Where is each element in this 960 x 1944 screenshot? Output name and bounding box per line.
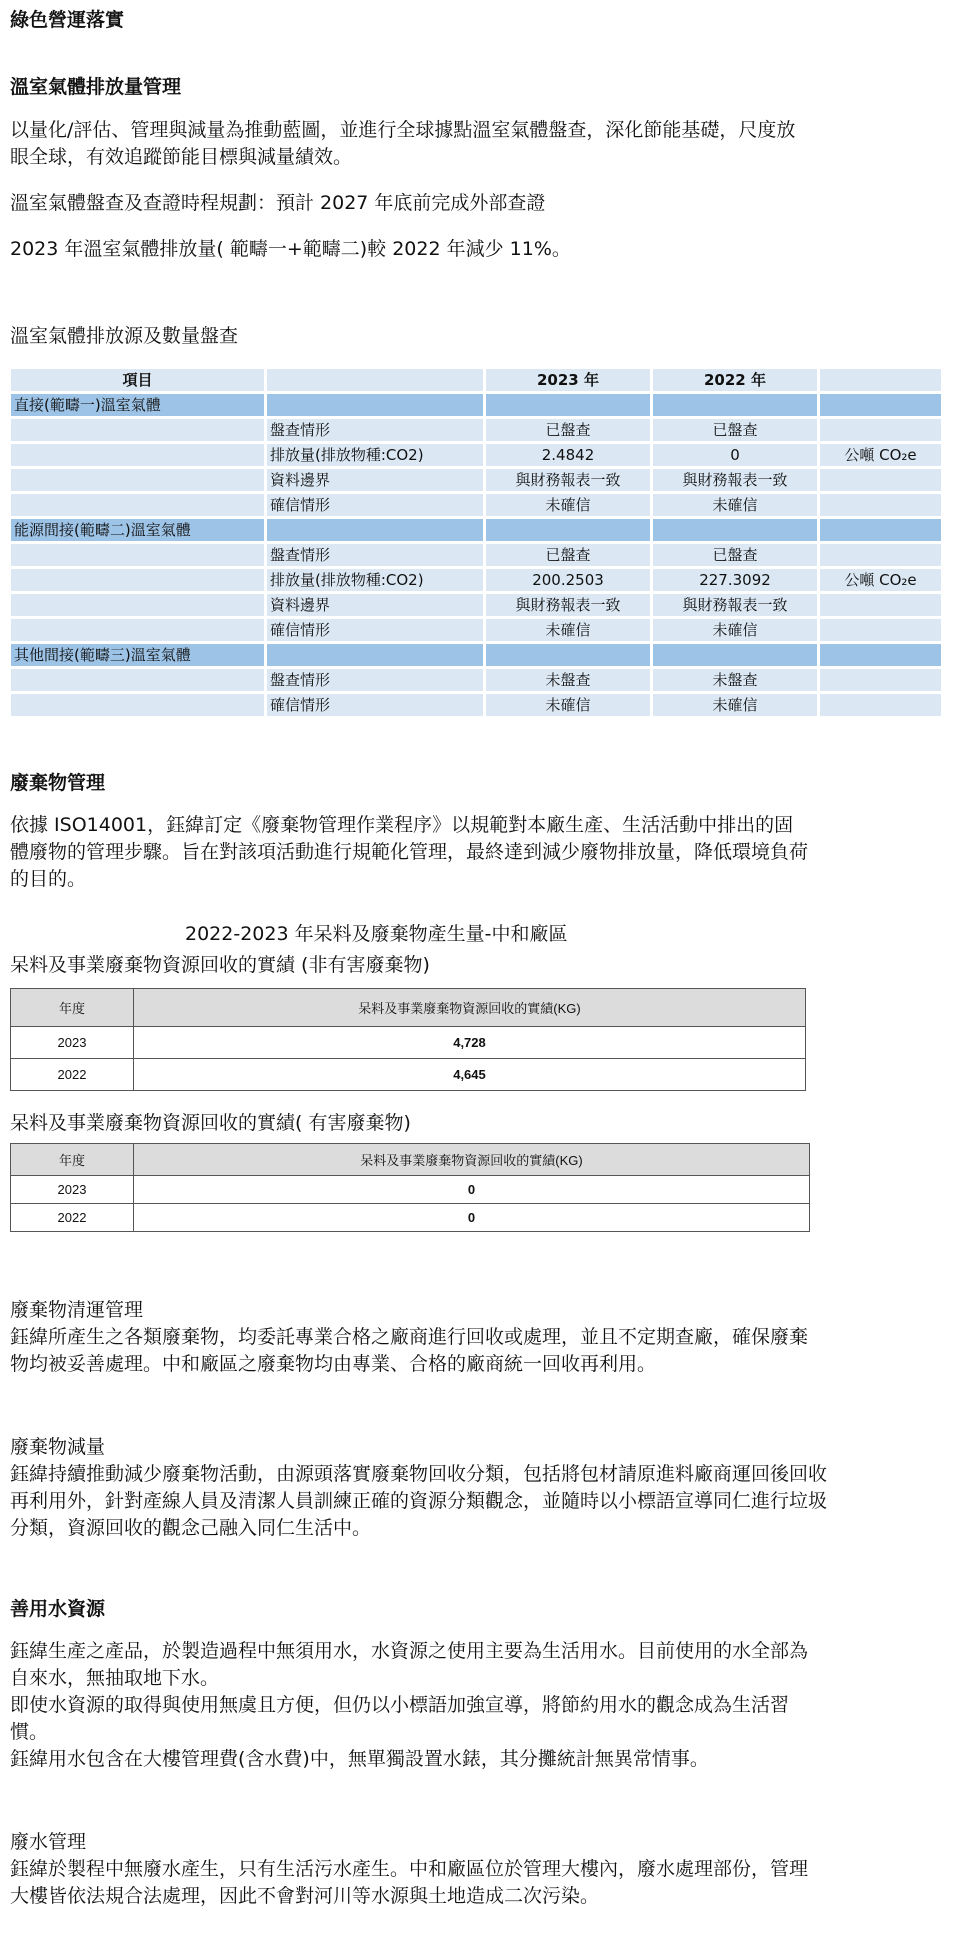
- row-label: 資料邊界: [267, 469, 483, 491]
- unit: 公噸 CO₂e: [820, 569, 941, 591]
- value-cell: 4,645: [134, 1059, 806, 1091]
- waste-paragraph: 依據 ISO14001，鈺緯訂定《廢棄物管理作業程序》以規範對本廠生產、生活活動中排出的固體廢物的管理步驟。旨在對該項活動進行規範化管理，最終達到減少廢物排放量，降低環境負荷的目的。: [10, 814, 809, 890]
- value-2022: 已盤查: [653, 544, 817, 566]
- waste-table2-title: 呆料及事業廢棄物資源回收的實績( 有害廢棄物): [10, 1112, 411, 1134]
- row-label: 確信情形: [267, 619, 483, 641]
- col-year: 年度: [11, 1144, 134, 1176]
- value-2023: 未確信: [486, 694, 650, 716]
- value-2022: 未確信: [653, 494, 817, 516]
- header-item: 項目: [11, 369, 264, 391]
- ghg-paragraph-2: 溫室氣體盤查及查證時程規劃：預計 2027 年底前完成外部查證: [10, 192, 546, 214]
- value-2023: 已盤查: [486, 419, 650, 441]
- wastewater-paragraph: 鈺緯於製程中無廢水產生，只有生活污水產生。中和廠區位於管理大樓內，廢水處理部份，管理大樓皆依法規合法處理，因此不會對河川等水源與土地造成二次污染。: [10, 1858, 809, 1907]
- year-cell: 2023: [11, 1176, 134, 1204]
- table-row: [11, 594, 941, 616]
- water-heading: 善用水資源: [10, 1598, 106, 1620]
- table-row: [11, 669, 941, 691]
- header-2022: 2022 年: [653, 369, 817, 391]
- unit: [820, 494, 941, 516]
- unit: [820, 544, 941, 566]
- section-name: 直接(範疇一)溫室氣體: [11, 394, 264, 416]
- water-paragraph-3: 鈺緯用水包含在大樓管理費(含水費)中，無單獨設置水錶，其分攤統計無異常情事。: [10, 1748, 709, 1770]
- value-2023: 與財務報表一致: [486, 594, 650, 616]
- col-value: 呆料及事業廢棄物資源回收的實績(KG): [134, 1144, 810, 1176]
- row-label: 排放量(排放物種:CO2): [267, 444, 483, 466]
- table-row: [11, 1176, 810, 1204]
- table-row: [11, 694, 941, 716]
- row-label: 確信情形: [267, 694, 483, 716]
- waste-table-hazardous: [10, 1143, 810, 1232]
- row-label: 盤查情形: [267, 669, 483, 691]
- value-2022: 未確信: [653, 619, 817, 641]
- value-2022: 與財務報表一致: [653, 594, 817, 616]
- year-cell: 2022: [11, 1204, 134, 1232]
- value-cell: 0: [134, 1176, 810, 1204]
- waste-heading: 廢棄物管理: [10, 772, 106, 794]
- row-label: 排放量(排放物種:CO2): [267, 569, 483, 591]
- table-row: [11, 619, 941, 641]
- value-2023: 已盤查: [486, 544, 650, 566]
- unit: [820, 619, 941, 641]
- value-2022: 227.3092: [653, 569, 817, 591]
- page-title: 綠色營運落實: [10, 9, 125, 31]
- waste-table1-title: 呆料及事業廢棄物資源回收的實績 (非有害廢棄物): [10, 954, 430, 976]
- unit: [820, 469, 941, 491]
- header-2023: 2023 年: [486, 369, 650, 391]
- value-2023: 未確信: [486, 494, 650, 516]
- header-unit: [820, 369, 941, 391]
- unit: [820, 594, 941, 616]
- ghg-paragraph-3: 2023 年溫室氣體排放量( 範疇一+範疇二)較 2022 年減少 11%。: [10, 238, 571, 260]
- value-2023: 未盤查: [486, 669, 650, 691]
- table-row: [11, 494, 941, 516]
- table-row: [11, 1204, 810, 1232]
- value-2023: 2.4842: [486, 444, 650, 466]
- reduction-paragraph: 鈺緯持續推動減少廢棄物活動，由源頭落實廢棄物回收分類，包括將包材請原進料廠商運回後回收再利用外，針對產線人員及清潔人員訓練正確的資源分類觀念，並隨時以小標語宣導同仁進行垃圾分類，資源回收的觀念己融入同仁生活中。: [10, 1463, 828, 1539]
- table-header: [11, 989, 806, 1027]
- disposal-heading: 廢棄物清運管理: [10, 1299, 144, 1321]
- table-row: [11, 469, 941, 491]
- waste-caption: 2022-2023 年呆料及廢棄物產生量-中和廠區: [185, 923, 568, 945]
- table-row: [11, 1059, 806, 1091]
- unit: [820, 694, 941, 716]
- disposal-paragraph: 鈺緯所產生之各類廢棄物，均委託專業合格之廠商進行回收或處理，並且不定期查廠，確保廢棄物均被妥善處理。中和廠區之廢棄物均由專業、合格的廠商統一回收再利用。: [10, 1326, 809, 1375]
- unit: [820, 669, 941, 691]
- value-2022: 未確信: [653, 694, 817, 716]
- wastewater-heading: 廢水管理: [10, 1831, 87, 1853]
- value-2022: 已盤查: [653, 419, 817, 441]
- row-label: 資料邊界: [267, 594, 483, 616]
- row-label: 盤查情形: [267, 419, 483, 441]
- value-2023: 未確信: [486, 619, 650, 641]
- table-header: [11, 1144, 810, 1176]
- value-2022: 0: [653, 444, 817, 466]
- value-2022: 未盤查: [653, 669, 817, 691]
- waste-table-non-hazardous: [10, 988, 806, 1091]
- col-year: 年度: [11, 989, 134, 1027]
- section-scope2: [11, 519, 941, 541]
- section-name: 能源間接(範疇二)溫室氣體: [11, 519, 264, 541]
- ghg-table: [8, 366, 944, 719]
- ghg-table-title: 溫室氣體排放源及數量盤查: [10, 325, 239, 347]
- table-row: [11, 544, 941, 566]
- value-2022: 與財務報表一致: [653, 469, 817, 491]
- section-scope3: [11, 644, 941, 666]
- reduction-heading: 廢棄物減量: [10, 1436, 106, 1458]
- value-2023: 200.2503: [486, 569, 650, 591]
- table-row: [11, 444, 941, 466]
- unit: [820, 419, 941, 441]
- header-blank: [267, 369, 483, 391]
- table-row: [11, 569, 941, 591]
- row-label: 確信情形: [267, 494, 483, 516]
- value-cell: 0: [134, 1204, 810, 1232]
- ghg-table-header: [11, 369, 941, 391]
- section-name: 其他間接(範疇三)溫室氣體: [11, 644, 264, 666]
- ghg-paragraph-1: 以量化/評估、管理與減量為推動藍圖，並進行全球據點溫室氣體盤查，深化節能基礎，尺度放眼全球，有效追蹤節能目標與減量績效。: [10, 119, 796, 168]
- year-cell: 2023: [11, 1027, 134, 1059]
- value-cell: 4,728: [134, 1027, 806, 1059]
- col-value: 呆料及事業廢棄物資源回收的實績(KG): [134, 989, 806, 1027]
- table-row: [11, 419, 941, 441]
- ghg-heading: 溫室氣體排放量管理: [10, 76, 182, 98]
- value-2023: 與財務報表一致: [486, 469, 650, 491]
- year-cell: 2022: [11, 1059, 134, 1091]
- unit: 公噸 CO₂e: [820, 444, 941, 466]
- section-scope1: [11, 394, 941, 416]
- row-label: 盤查情形: [267, 544, 483, 566]
- table-row: [11, 1027, 806, 1059]
- water-paragraph-2: 即使水資源的取得與使用無虞且方便，但仍以小標語加強宣導，將節約用水的觀念成為生活習慣。: [10, 1694, 790, 1743]
- water-paragraph-1: 鈺緯生產之產品，於製造過程中無須用水，水資源之使用主要為生活用水。目前使用的水全部為自來水，無抽取地下水。: [10, 1640, 809, 1689]
